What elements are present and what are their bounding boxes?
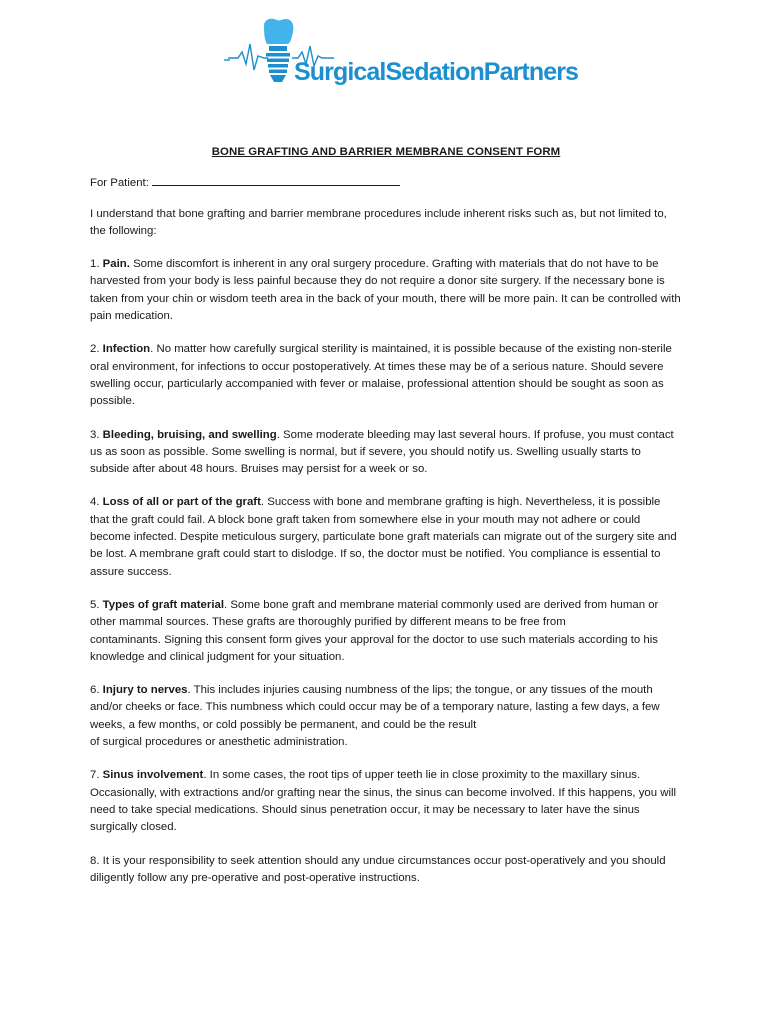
item-number: 4. bbox=[90, 496, 100, 509]
item-body: It is your responsibility to seek attention should any undue circumstances occur post-operatively and you should diligently follow any pre-operative and post-operative instructions. bbox=[90, 854, 666, 884]
item-number: 6. bbox=[90, 684, 100, 697]
item-number: 8. bbox=[90, 854, 100, 867]
item-body-continued: contaminants. Signing this consent form gives your approval for the doctor to use such materials according to his knowledge and clinical judgment for your situation. bbox=[90, 633, 658, 663]
company-logo bbox=[224, 16, 579, 96]
item-body: . Success with bone and membrane grafting is high. Nevertheless, it is possible that the graft could fail. A block bone graft taken from somewhere else in your mouth may not adhere or could become infected. Despite meticulous surgery, particulate bone graft materials can migrate out of the surgery site and be lost. A membrane graft could start to dislodge. If so, the doctor must be notified. You compliance is essential to assure success. bbox=[90, 496, 677, 578]
item-heading: Types of graft material bbox=[102, 598, 224, 611]
consent-form-body bbox=[90, 144, 682, 903]
risk-item-infection bbox=[90, 341, 682, 410]
item-number: 7. bbox=[90, 769, 100, 782]
patient-name-line bbox=[90, 175, 682, 192]
patient-label: For Patient: bbox=[90, 177, 149, 190]
risk-item-graft-loss bbox=[90, 494, 682, 580]
item-body: . In some cases, the root tips of upper teeth lie in close proximity to the maxillary sinus. Occasionally, with extractions and/or grafting near the sinus, the sinus can become involved. If this happens, you will need to take special medications. Should sinus penetration occur, it may be necessary to later have the sinus surgically closed. bbox=[90, 769, 677, 834]
item-body: . This includes injuries causing numbness of the lips; the tongue, or any tissues of the mouth and/or cheeks or face. This numbness which could occur may be of a temporary nature, lasting a few days, a few weeks, a few months, or cold possibly be permanent, and could be the result bbox=[90, 684, 660, 731]
brand-name: SurgicalSedationPartners bbox=[294, 58, 579, 86]
item-heading: Injury to nerves bbox=[102, 684, 188, 697]
page-title: BONE GRAFTING AND BARRIER MEMBRANE CONSENT FORM bbox=[211, 146, 561, 158]
item-body: . Some bone graft and membrane material commonly used are derived from human or other mammal sources. These grafts are thoroughly purified by different means to be free from bbox=[90, 598, 659, 629]
patient-name-field[interactable] bbox=[152, 175, 400, 186]
item-number: 1. bbox=[90, 258, 100, 271]
item-number: 3. bbox=[90, 428, 100, 441]
item-number: 2. bbox=[90, 343, 100, 356]
item-heading: Sinus involvement bbox=[102, 769, 204, 782]
item-body: Some discomfort is inherent in any oral surgery procedure. Grafting with materials that do not have to be harvested from your body is less painful because they do not require a donor site surgery. If the necessary bone is taken from your chin or wisdom teeth area in the back of your mouth, there will be more pain. It can be controlled with pain medication. bbox=[90, 258, 681, 323]
item-heading: Pain. bbox=[102, 258, 130, 271]
item-number: 5. bbox=[90, 598, 100, 611]
item-body: . Some moderate bleeding may last several hours. If profuse, you must contact us as soon as possible. Some swelling is normal, but if severe, you should notify us. Swelling usually starts to subside after about 48 hours. Bruises may persist for a week or so. bbox=[90, 428, 674, 476]
risk-item-graft-material bbox=[90, 597, 682, 666]
item-heading: Bleeding, bruising, and swelling bbox=[102, 428, 277, 441]
intro-paragraph: I understand that bone grafting and barrier membrane procedures include inherent risks such as, but not limited to, the following: bbox=[90, 207, 667, 237]
item-heading: Loss of all or part of the graft bbox=[102, 496, 261, 509]
risk-item-pain bbox=[90, 256, 682, 325]
item-body: . No matter how carefully surgical sterility is maintained, it is possible because of the existing non-sterile oral environment, for infections to occur postoperatively. At times these may be of a serious nature. Should severe swelling occur, particularly accompanied with fever or malaise, professional attention should be sought as soon as possible. bbox=[90, 343, 672, 408]
risk-item-sinus bbox=[90, 767, 682, 836]
risk-item-nerve-injury bbox=[90, 682, 682, 751]
responsibility-item bbox=[90, 853, 682, 888]
risk-item-bleeding bbox=[90, 427, 682, 479]
item-body-continued: of surgical procedures or anesthetic administration. bbox=[90, 736, 348, 749]
item-heading: Infection bbox=[102, 343, 151, 356]
